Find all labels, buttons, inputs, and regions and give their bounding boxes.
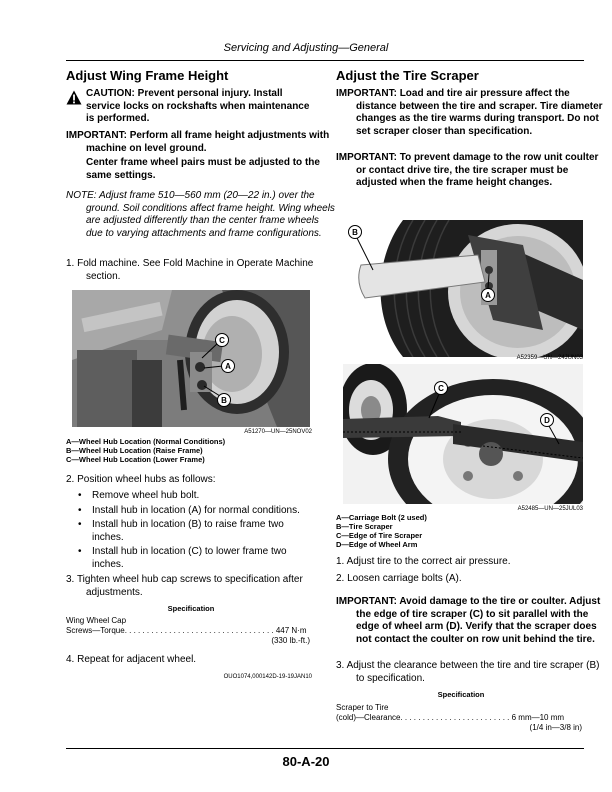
callout-label: C [438, 384, 444, 393]
spec-value: Screws—Torque. . . . . . . . . . . . . . . . . . . . . . . . . . . . . . . . . . 447 N·m [66, 626, 307, 635]
warning-triangle-icon [66, 90, 82, 105]
left-important-1-cont: Center frame wheel pairs must be adjusted to the same settings. [86, 157, 320, 181]
caption-a: A—Wheel Hub Location (Normal Conditions) [66, 437, 226, 446]
running-header: Servicing and Adjusting—General [223, 42, 389, 54]
spec-label: Scraper to Tire [336, 703, 389, 712]
spec-value-imperial: (330 lb.-ft.) [271, 636, 310, 645]
left-step-2: 2. Position wheel hubs as follows: [66, 474, 216, 485]
right-figure-2-id: A52485—UN—25JUL03 [517, 506, 583, 512]
right-step-2: 2. Loosen carriage bolts (A). [336, 573, 462, 584]
right-figure-captions [336, 513, 586, 549]
spec-label: Wing Wheel Cap [66, 616, 127, 625]
callout-label: B [352, 228, 358, 237]
caution-block [66, 88, 316, 126]
list-item: • Remove wheel hub bolt. [66, 490, 306, 503]
callout-label: C [219, 336, 225, 345]
left-important-1: IMPORTANT: Perform all frame height adjustments with machine on level ground. [66, 130, 330, 154]
left-figure-captions [66, 437, 316, 464]
caption-a: A—Carriage Bolt (2 used) [336, 513, 427, 522]
left-note: NOTE: Adjust frame 510—560 mm (20—22 in.) over the ground. Soil conditions affect frame height. Wing wheels are adjusted differently than the center frame wheels due to varying attachments and frame configurations. [66, 190, 335, 239]
caption-b: B—Wheel Hub Location (Raise Frame) [66, 446, 203, 455]
footer-rule [66, 748, 584, 749]
left-step-1: 1. Fold machine. See Fold Machine in Operate Machine section. [66, 258, 314, 282]
list-item: • Install hub in location (B) to raise frame two inches. [66, 519, 306, 544]
right-important-1: IMPORTANT: Load and tire air pressure affect the distance between the tire and scraper. Tire diameter changes as the tire warms during transport. Do not set scraper closer than specification. [336, 88, 603, 137]
callout-label: A [485, 291, 491, 300]
right-important-3: IMPORTANT: Avoid damage to the tire or coulter. Adjust the edge of tire scraper (C) to sit parallel with the edge of wheel arm (D). Verify that the scraper does not contact the coulter on row unit behind the tire. [336, 596, 601, 645]
right-spec-title: Specification [437, 690, 485, 699]
scraper-edge-figure [343, 364, 583, 504]
spec-value: (cold)—Clearance. . . . . . . . . . . . . . . . . . . . . . . . . 6 mm—10 mm [336, 713, 565, 722]
right-spec-table [336, 703, 582, 733]
header-rule [66, 60, 584, 61]
left-footer-id: OUO1074,000142D-19-19JAN10 [223, 674, 312, 680]
caption-c: C—Edge of Tire Scraper [336, 531, 423, 540]
callout-label: B [221, 396, 227, 405]
callout-label: A [225, 362, 231, 371]
list-item: • Install hub in location (C) to lower frame two inches. [66, 546, 306, 571]
callout-label: D [544, 416, 550, 425]
wheel-hub-figure [72, 290, 310, 427]
right-section-title: Adjust the Tire Scraper [336, 68, 479, 83]
right-step-1: 1. Adjust tire to the correct air pressure. [336, 556, 511, 567]
page-number: 80-A-20 [282, 754, 330, 769]
spec-value-imperial: (1/4 in—3/8 in) [529, 723, 582, 732]
caption-c: C—Wheel Hub Location (Lower Frame) [66, 455, 205, 464]
right-figure-1-id: A52359—UN—24JUN03 [516, 355, 583, 361]
left-step-3: 3. Tighten wheel hub cap screws to specification after adjustments. [66, 574, 303, 598]
caution-text: CAUTION: Prevent personal injury. Install service locks on rockshafts when maintenance is performed. [86, 88, 310, 124]
left-spec-title: Specification [167, 604, 215, 613]
caption-b: B—Tire Scraper [336, 522, 393, 531]
left-spec-table [66, 616, 310, 646]
caption-d: D—Edge of Wheel Arm [336, 540, 418, 549]
tire-scraper-figure [343, 220, 583, 357]
hub-position-list [66, 490, 306, 573]
left-step-4: 4. Repeat for adjacent wheel. [66, 654, 197, 665]
list-item: • Install hub in location (A) for normal conditions. [66, 505, 306, 518]
left-section-title: Adjust Wing Frame Height [66, 68, 229, 83]
left-figure-id: A51270—UN—25NOV02 [244, 429, 312, 435]
right-important-2: IMPORTANT: To prevent damage to the row unit coulter or contact drive tire, the tire scraper must be adjusted when the frame height changes. [336, 152, 599, 188]
right-step-3: 3. Adjust the clearance between the tire and tire scraper (B) to specification. [336, 660, 600, 684]
